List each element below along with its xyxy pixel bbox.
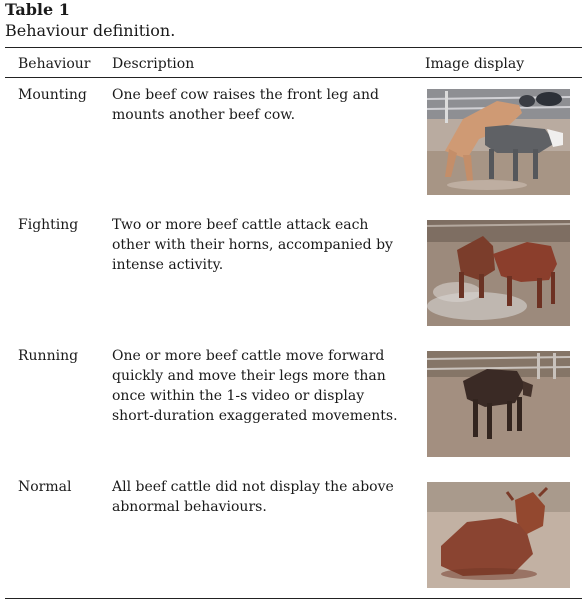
table-caption-label: Table 1: [5, 0, 70, 19]
description-cell: All beef cattle did not display the above abnormal behaviours.: [112, 479, 394, 515]
table-caption-title: Behaviour definition.: [5, 21, 176, 40]
description-cell: Two or more beef cattle attack each other with their horns, accompanied by intense activity.: [112, 217, 393, 273]
table-top-rule: [5, 47, 582, 48]
description-cell: One or more beef cattle move forward quickly and move their legs more than once within the 1-s video or display short-duration exaggerated movements.: [112, 348, 398, 424]
column-header-image: Image display: [425, 56, 525, 72]
table-row: [0, 85, 587, 215]
behaviour-cell: Mounting: [18, 87, 87, 103]
mounting-cattle-photo: [427, 89, 570, 195]
table-bottom-rule: [5, 598, 582, 599]
fighting-cattle-photo: [427, 220, 570, 326]
table-row: [0, 346, 587, 476]
table-row: [0, 477, 587, 607]
column-header-description: Description: [112, 56, 195, 72]
running-cattle-photo: [427, 351, 570, 457]
behaviour-cell: Fighting: [18, 217, 79, 233]
table-header-rule: [5, 77, 582, 78]
column-header-behaviour: Behaviour: [18, 56, 91, 72]
behaviour-cell: Running: [18, 348, 79, 364]
behaviour-cell: Normal: [18, 479, 72, 495]
table-row: [0, 215, 587, 345]
description-cell: One beef cow raises the front leg and mounts another beef cow.: [112, 87, 379, 123]
resting-cattle-photo: [427, 482, 570, 588]
